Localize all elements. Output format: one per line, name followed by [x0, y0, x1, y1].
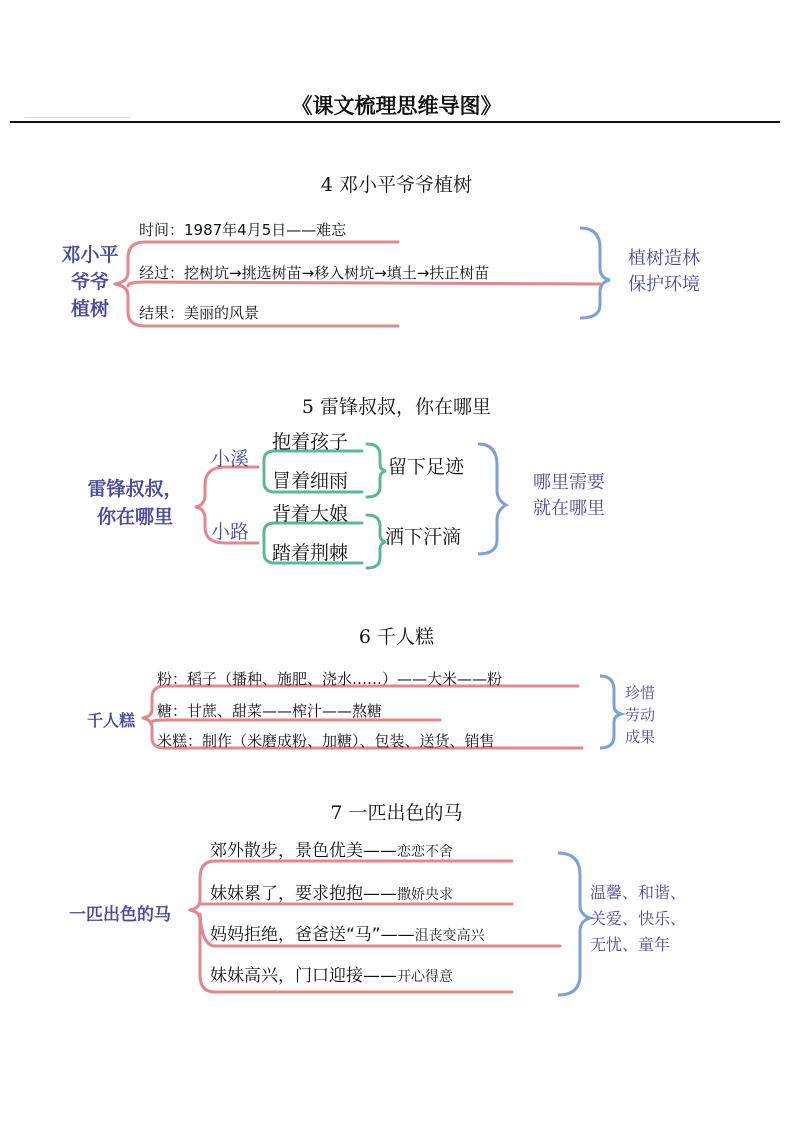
result-sweat: 洒下汗滴: [385, 526, 462, 548]
section-6-root: 千人糕: [86, 711, 135, 730]
branch-main: 妈妈拒绝，爸爸送“马”——: [210, 925, 415, 945]
summary-line: 温馨、和谐、: [590, 883, 687, 902]
section-6-summary: [620, 682, 660, 748]
root-line: 你在哪里: [96, 506, 173, 528]
section-4-title: 4 邓小平爷爷植树: [320, 174, 473, 196]
section-6-branch-sugar: 糖：甘蔗、甜菜——榨汁——熬糖: [157, 702, 383, 720]
action-tread-thorns: 踏着荆棘: [272, 542, 349, 564]
section-6-branch-flour: 粉：稻子（播种、施肥、浇水……）——大米——粉: [157, 670, 503, 688]
title-rule: [10, 121, 780, 123]
branch-feeling: 撒娇央求: [397, 887, 453, 903]
section-5-title: 5 雷锋叔叔，你在哪里: [301, 396, 492, 418]
root-line: 邓小平: [61, 244, 119, 266]
section-7-title: 7 一匹出色的马: [330, 802, 463, 824]
place-path: 小路: [211, 521, 250, 543]
branch-feeling: 沮丧变高兴: [414, 928, 485, 944]
section-4-branch-result: 结果：美丽的风景: [139, 304, 260, 322]
summary-line: 无忧、童年: [590, 935, 671, 954]
section-4-summary: [614, 246, 714, 298]
branch-feeling: 恋恋不舍: [397, 844, 453, 860]
summary-line: 保护环境: [628, 274, 700, 295]
branch-feeling: 开心得意: [397, 969, 453, 985]
section-4-branch-time: 时间：1987年4月5日——难忘: [139, 221, 347, 239]
section-5-root: [80, 475, 190, 531]
root-line: 爷爷: [70, 271, 109, 293]
section-5-summary: [516, 470, 622, 522]
page-title: 《课文梳理思维导图》: [291, 94, 502, 118]
section-7-branch-happy: [210, 961, 453, 986]
summary-line: 关爱、快乐、: [590, 909, 687, 928]
action-carry-grandma: 背着大娘: [272, 503, 349, 525]
branch-main: 郊外散步，景色优美——: [210, 841, 397, 861]
summary-line: 哪里需要: [533, 472, 605, 493]
summary-line: 植树造林: [628, 248, 700, 269]
result-footprints: 留下足迹: [388, 456, 465, 478]
root-line: 植树: [70, 298, 109, 320]
section-4-root: [50, 242, 130, 323]
section-6-branch-cake: 米糕：制作（米磨成粉、加糖）、包装、送货、销售: [157, 732, 495, 750]
action-hold-child: 抱着孩子: [272, 431, 349, 453]
section-7-branch-walk: [210, 836, 453, 861]
section-7-branch-tired: [210, 879, 453, 904]
section-6-title: 6 千人糕: [358, 626, 435, 648]
root-line: 雷锋叔叔，: [87, 478, 183, 500]
summary-line: 就在哪里: [533, 498, 605, 519]
summary-line: 成果: [624, 728, 655, 746]
faint-rule: [25, 117, 130, 118]
place-creek: 小溪: [211, 448, 250, 470]
summary-line: 珍惜: [624, 684, 655, 702]
summary-line: 劳动: [624, 706, 655, 724]
section-7-root: 一匹出色的马: [69, 905, 171, 925]
branch-main: 妹妹累了，要求抱抱——: [210, 884, 397, 904]
section-7-summary: [590, 880, 720, 958]
action-brave-rain: 冒着细雨: [272, 470, 349, 492]
section-7-branch-refuse: [210, 920, 485, 945]
section-4-branch-process: 经过：挖树坑→挑选树苗→移入树坑→填土→扶正树苗: [139, 264, 490, 282]
branch-main: 妹妹高兴，门口迎接——: [210, 966, 397, 986]
